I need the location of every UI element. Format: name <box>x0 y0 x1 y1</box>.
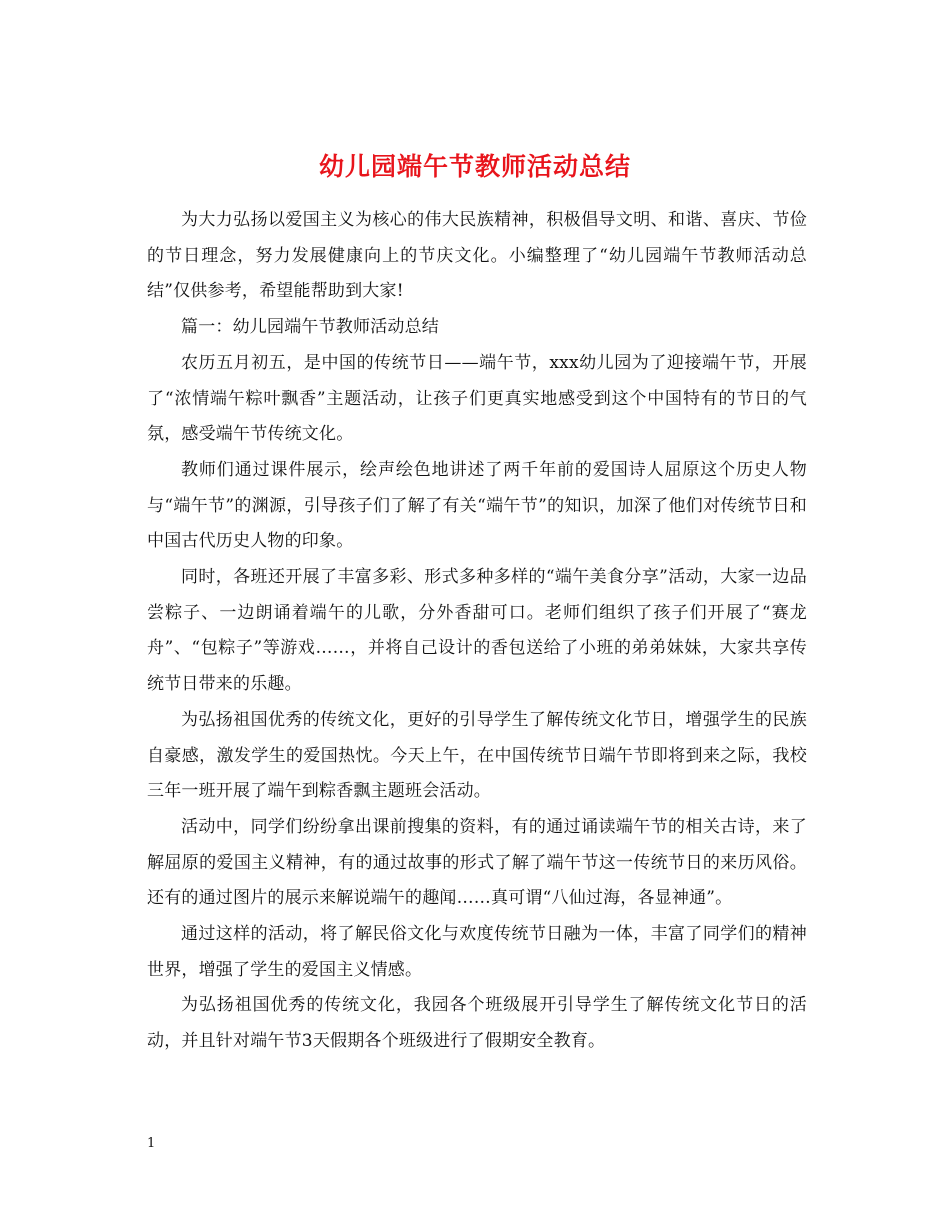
paragraph-conclusion: 通过这样的活动，将了解民俗文化与欢度传统节日融为一体，丰富了同学们的精神世界，增强了学生的爱国主义情感。 <box>147 924 807 980</box>
document-body <box>147 203 807 1060</box>
paragraph-teachers: 教师们通过课件展示，绘声绘色地讲述了两千年前的爱国诗人屈原这个历史人物与“端午节”的渊源，引导孩子们了解了有关“端午节”的知识，加深了他们对传统节日和中国古代历史人物的印象。 <box>147 459 807 552</box>
paragraph-safety: 为弘扬祖国优秀的传统文化，我园各个班级展开引导学生了解传统文化节日的活动，并且针对端午节3天假期各个班级进行了假期安全教育。 <box>147 995 807 1052</box>
paragraph-activity: 活动中，同学们纷纷拿出课前搜集的资料，有的通过诵读端午节的相关古诗，来了解屈原的爱国主义精神，有的通过故事的形式了解了端午节这一传统节日的来历风俗。还有的通过图片的展示来解说端午的趣闻……真可谓“八仙过海，各显神通”。 <box>147 816 807 909</box>
paragraph-class-meeting: 为弘扬祖国优秀的传统文化，更好的引导学生了解传统文化节日，增强学生的民族自豪感，激发学生的爱国热忱。今天上午，在中国传统节日端午节即将到来之际，我校三年一班开展了端午到粽香飘主题班会活动。 <box>147 709 807 802</box>
paragraph-section-heading: 篇一：幼儿园端午节教师活动总结 <box>181 317 439 338</box>
paragraph-food-sharing: 同时，各班还开展了丰富多彩、形式多种多样的“端午美食分享”活动，大家一边品尝粽子、一边朗诵着端午的儿歌，分外香甜可口。老师们组织了孩子们开展了“赛龙舟”、“包粽子”等游戏……，并将自己设计的香包送给了小班的弟弟妹妹，大家共享传统节日带来的乐趣。 <box>147 567 807 695</box>
paragraph-festival-intro: 农历五月初五，是中国的传统节日——端午节，xxx幼儿园为了迎接端午节，开展了“浓情端午粽叶飘香”主题活动，让孩子们更真实地感受到这个中国特有的节日的气氛，感受端午节传统文化。 <box>147 352 807 445</box>
document-title: 幼儿园端午节教师活动总结 <box>318 151 631 181</box>
page-number: 1 <box>147 1136 156 1151</box>
paragraph-intro: 为大力弘扬以爱国主义为核心的伟大民族精神，积极倡导文明、和谐、喜庆、节俭的节日理念，努力发展健康向上的节庆文化。小编整理了“幼儿园端午节教师活动总结”仅供参考，希望能帮助到大家! <box>147 210 807 302</box>
